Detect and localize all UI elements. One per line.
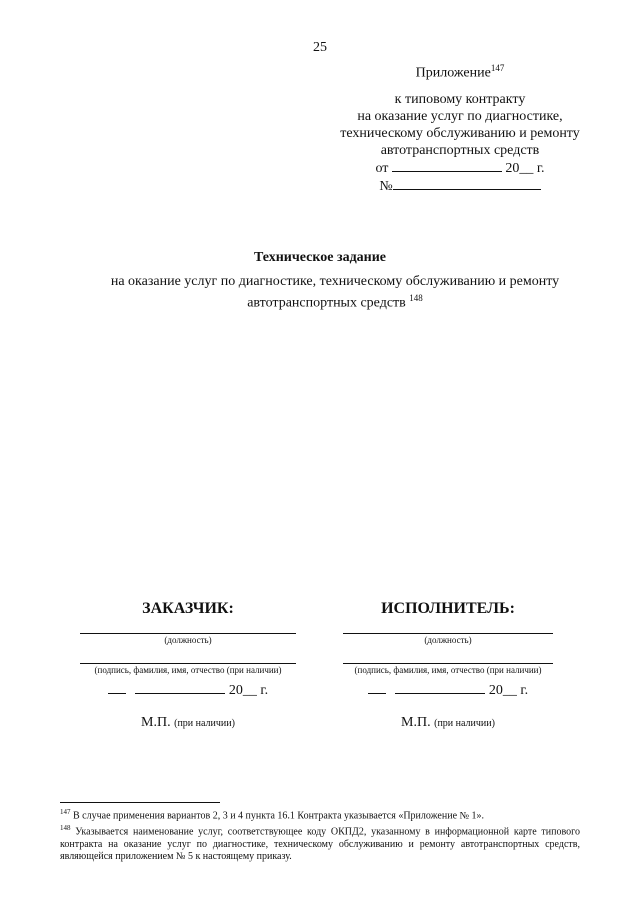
appendix-number-blank <box>393 177 541 190</box>
appendix-footnote-ref: 147 <box>490 63 505 73</box>
customer-seal-row <box>78 715 298 731</box>
appendix-number-prefix: № <box>379 178 393 194</box>
appendix-line-1: к типовому контракту <box>394 91 526 107</box>
footnote-147 <box>60 806 580 822</box>
contractor-month-blank <box>395 681 485 694</box>
customer-name-caption: (подпись, фамилия, имя, отчество (при наличии) <box>94 665 282 675</box>
footnote-148 <box>60 822 580 862</box>
appendix-line-4: автотранспортных средств <box>380 142 540 158</box>
customer-day-blank <box>108 681 126 694</box>
page-number: 25 <box>313 40 327 55</box>
customer-name-line <box>80 663 296 664</box>
contractor-position-caption: (должность) <box>424 635 472 645</box>
customer-date-year: 20__ г. <box>228 683 269 698</box>
appendix-date-year: 20__ г. <box>505 160 545 176</box>
subtitle-footnote-ref: 148 <box>409 293 423 303</box>
customer-seal-note: (при наличии) <box>174 718 235 729</box>
appendix-date-line <box>330 159 590 177</box>
appendix-header <box>330 60 590 195</box>
customer-date-row <box>78 681 298 699</box>
customer-position-line <box>80 633 296 634</box>
customer-signature-block <box>78 600 298 731</box>
contractor-seal-label: М.П. <box>401 715 431 730</box>
document-subtitle <box>70 273 600 312</box>
customer-month-blank <box>135 681 225 694</box>
contractor-date-year: 20__ г. <box>488 683 529 698</box>
appendix-date-prefix: от <box>375 160 389 176</box>
subtitle-line-2-wrap <box>70 290 600 312</box>
footnote-147-ref: 147 <box>60 808 71 816</box>
contractor-day-blank <box>368 681 386 694</box>
subtitle-line-1: на оказание услуг по диагностике, техническому обслуживанию и ремонту <box>110 274 560 289</box>
footnotes <box>60 806 580 863</box>
contractor-seal-note: (при наличии) <box>434 718 495 729</box>
footnote-separator <box>60 802 220 803</box>
appendix-title: Приложение <box>415 65 491 81</box>
subtitle-line-2: автотранспортных средств <box>247 295 406 311</box>
customer-position-caption: (должность) <box>164 635 212 645</box>
contractor-label: ИСПОЛНИТЕЛЬ: <box>381 600 515 617</box>
document-title: Техническое задание <box>253 250 386 265</box>
customer-seal-label: М.П. <box>141 715 171 730</box>
customer-label: ЗАКАЗЧИК: <box>142 600 234 617</box>
appendix-title-line <box>330 60 590 82</box>
appendix-number-line <box>330 177 590 195</box>
footnote-148-text: Указывается наименование услуг, соответствующее коду ОКПД2, указанному в информационной карте типового контракта на оказание услуг по диагностике, техническому обслуживанию и ремонту автотранспортных средств, являющейся приложением № 5 к настоящему приказу. <box>60 826 580 862</box>
contractor-name-line <box>343 663 553 664</box>
footnote-148-ref: 148 <box>60 824 71 833</box>
appendix-line-2: на оказание услуг по диагностике, <box>357 108 563 124</box>
appendix-date-blank <box>392 159 502 172</box>
contractor-seal-row <box>338 715 558 731</box>
contractor-position-line <box>343 633 553 634</box>
footnote-147-text: В случае применения вариантов 2, 3 и 4 пункта 16.1 Контракта указывается «Приложение № 1». <box>70 810 485 822</box>
contractor-signature-block <box>338 600 558 731</box>
contractor-name-caption: (подпись, фамилия, имя, отчество (при наличии) <box>354 665 542 675</box>
appendix-line-3: техническому обслуживанию и ремонту <box>340 125 580 141</box>
contractor-date-row <box>338 681 558 699</box>
